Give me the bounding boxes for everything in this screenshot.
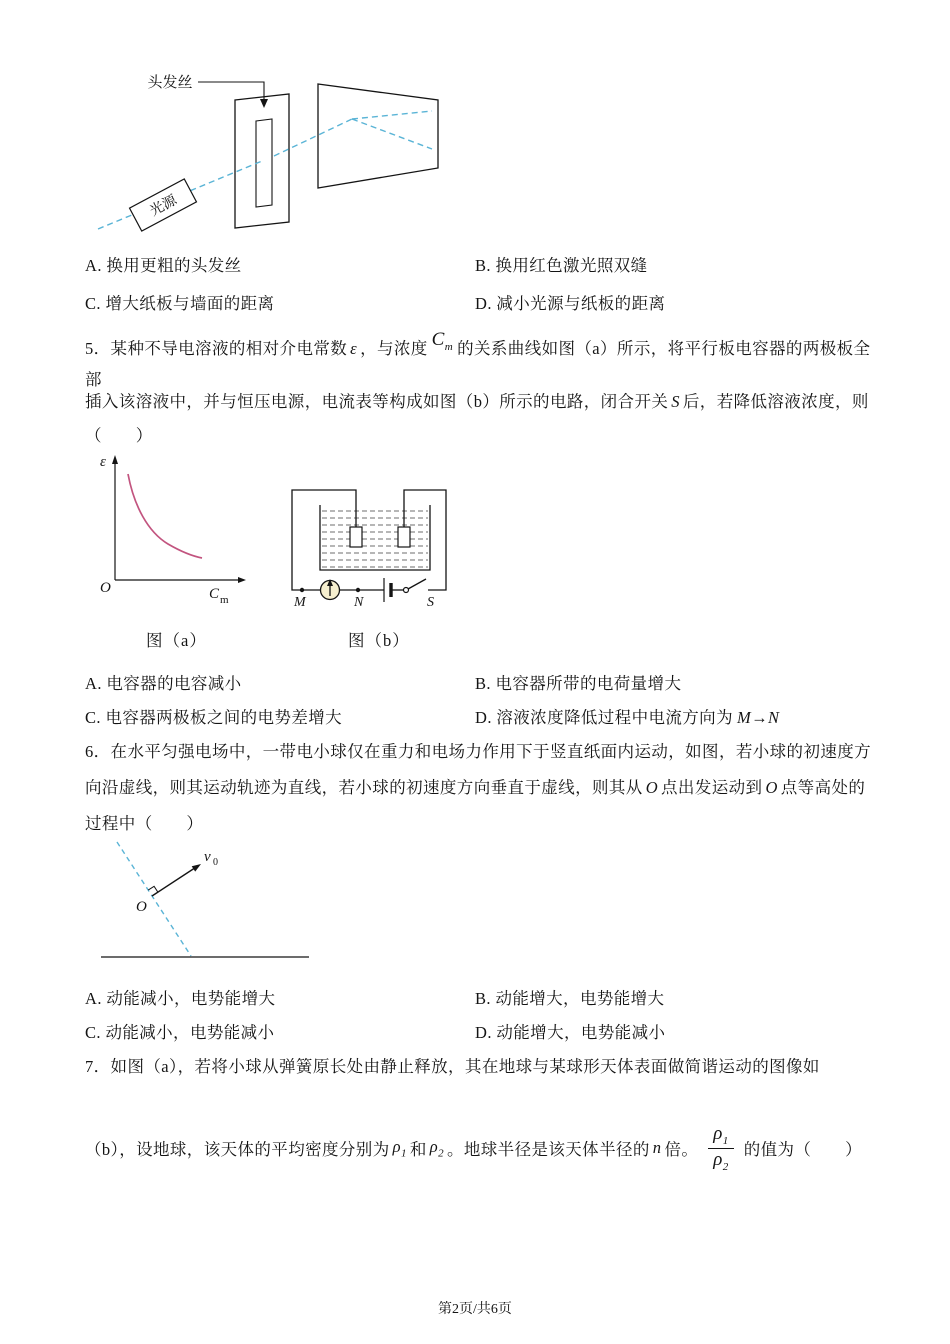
label-n: N [354,595,364,610]
v0-label: v [204,849,211,865]
q4-option-d: D. 减小光源与纸板的距离 [475,294,666,313]
q5-option-a: A. 电容器的电容减小 [85,674,242,693]
q5-line1-mid: ，与浓度 [360,339,428,358]
q5-option-b: B. 电容器所带的电荷量增大 [475,674,682,693]
q4-hair-diffraction-diagram [88,55,460,247]
label-s: S [427,595,434,610]
q6-options-row-cd [85,1019,885,1043]
switch-lever [408,579,426,589]
q6-option-b: B. 动能增大，电势能增大 [475,989,665,1008]
figure-a-caption: 图（a） [146,631,207,650]
q4-option-a: A. 换用更粗的头发丝 [85,256,242,275]
graph-xlabel-c: C [209,586,220,602]
graph-origin-label: O [100,580,111,596]
terminal-n-dot [356,588,360,592]
y-axis-arrowhead [112,455,118,464]
dashed-guide-line [117,842,191,956]
q5-option-d: D. 溶液浓度降低过程中电流方向为 M→N [475,708,780,727]
v0-vector [152,869,194,897]
q6-line2-b: 点出发运动到 [661,778,763,797]
figure-b-caption: 图（b） [348,631,410,650]
q5-line2-b: 后，若降低溶液浓度，则 [682,392,869,411]
rho1-symbol: $\rho_1$ [392,1136,407,1160]
hair-label: 头发丝 [147,75,193,91]
q6-option-d: D. 动能增大，电势能减小 [475,1023,666,1042]
q6-text-line2 [85,776,880,799]
terminal-m-dot [300,588,304,592]
q6-text-line1: 6．在水平匀强电场中，一带电小球仅在重力和电场力作用下于竖直纸面内运动，如图，若小球的初速度方 [85,742,872,761]
q7-text-line2 [85,1108,895,1188]
q7-line2-pre: （b），设地球，该天体的平均密度分别为 [85,1140,390,1159]
capacitor-plate-left [350,527,362,547]
epsilon-curve [128,474,202,558]
q5-option-c: C. 电容器两极板之间的电势差增大 [85,708,343,727]
fraction-denominator-rho2: $\rho_2$ [708,1148,733,1174]
graph-xlabel-sub-m: m [220,594,229,606]
q5-text-line1 [85,329,880,391]
q6-option-c: C. 动能减小，电势能减小 [85,1023,275,1042]
mn-current-direction: M→N [736,708,780,727]
q4-options-row-ab [85,252,885,276]
q7-line2-bei: 倍。 [664,1140,699,1159]
q7-line2-and: 和 [409,1140,427,1159]
switch-symbol: S [671,392,680,411]
q4-option-c: C. 增大纸板与墙面的距离 [85,294,275,313]
q7-text-line1: 7．如图（a），若将小球从弹簧原长处由静止释放，其在地球与某球形天体表面做简谐运动的图像如 [85,1057,820,1076]
fraction-numerator-rho1: $\rho_1$ [713,1122,729,1147]
page-number-footer: 第2页/共6页 [438,1302,512,1317]
capacitor-plate-right [398,527,410,547]
q5-line2-a: 插入该溶液中，并与恒压电源，电流表等构成如图（b）所示的电路，闭合开关 [85,392,669,411]
q4-option-b: B. 换用红色激光照双缝 [475,256,648,275]
q6-line2-c: 点等高处的 [780,778,866,797]
q5-figure-a-graph [88,448,263,633]
right-angle-marker [148,886,158,892]
light-source [130,179,197,231]
rho-ratio-fraction [708,1123,733,1174]
q5-text-line2 [85,390,880,413]
q5-text-line3: （ ） [85,426,153,445]
point-o-symbol-1: O [645,778,659,797]
x-axis-arrowhead [238,577,246,583]
point-o-symbol-2: O [765,778,778,797]
v0-label-sub: 0 [213,857,218,868]
light-source-label: 光源 [147,193,180,220]
q5-options-row-cd [85,704,885,728]
epsilon-symbol: ε [350,339,358,358]
q6-text-line3: 过程中（ ） [85,814,204,833]
solution-liquid [322,511,428,567]
circuit-wires [292,490,446,590]
q6-line2-a: 向沿虚线，则其运动轨迹为直线，若小球的初速度方向垂直于虚线，则其从 [85,778,643,797]
q5-line1-pre: 5．某种不导电溶液的相对介电常数 [85,339,348,358]
q5-figure-b-circuit [280,462,460,620]
q6-option-a: A. 动能减小，电势能增大 [85,989,276,1008]
v0-arrowhead [192,864,201,872]
q5-line1-post: 的关系曲线如图（a）所示，将平行板电容器的两极板全部 [85,339,871,389]
graph-ylabel-epsilon: ε [100,454,106,470]
q5-options-row-ab [85,670,885,694]
origin-o-label: O [136,899,147,915]
q6-options-row-ab [85,985,885,1009]
cm-symbol: $C_m$ [431,329,454,353]
q4-options-row-cd [85,290,885,314]
switch-pivot [404,588,409,593]
label-m: M [294,595,306,610]
q6-ball-field-diagram [95,835,320,967]
q7-line2-post: 的值为（ ） [743,1140,863,1159]
n-symbol: n [652,1138,662,1157]
screen-board [318,84,438,188]
rho2-symbol: $\rho_2$ [429,1136,444,1160]
q7-line2-mid: 。地球半径是该天体半径的 [446,1140,650,1159]
